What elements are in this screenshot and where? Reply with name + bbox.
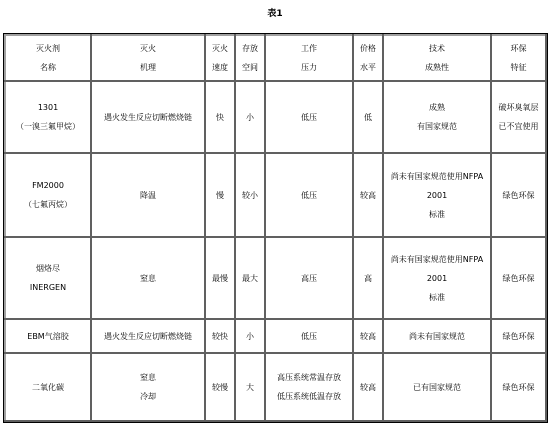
cell-pressure: 低压: [265, 319, 353, 353]
header-speed: 灭火 速度: [205, 35, 235, 81]
header-mechanism: 灭火 机理: [91, 35, 205, 81]
cell-pressure: 低压: [265, 81, 353, 153]
cell-space: 大: [235, 353, 265, 421]
cell-speed: 慢: [205, 153, 235, 237]
cell-space: 小: [235, 81, 265, 153]
cell-maturity: 尚未有国家规范使用NFPA 2001 标准: [383, 153, 491, 237]
cell-price: 较高: [353, 319, 383, 353]
cell-agent-name: EBM气溶胶: [5, 319, 91, 353]
cell-maturity: 尚未有国家规范: [383, 319, 491, 353]
header-eco: 环保 特征: [491, 35, 546, 81]
cell-price: 较高: [353, 353, 383, 421]
cell-agent-name: 烟烙尽 INERGEN: [5, 237, 91, 319]
cell-mechanism: 降温: [91, 153, 205, 237]
cell-agent-name: 二氧化碳: [5, 353, 91, 421]
header-price: 价格 水平: [353, 35, 383, 81]
cell-maturity: 成熟 有国家规范: [383, 81, 491, 153]
header-pressure: 工作 压力: [265, 35, 353, 81]
cell-space: 较小: [235, 153, 265, 237]
cell-maturity: 已有国家规范: [383, 353, 491, 421]
cell-space: 最大: [235, 237, 265, 319]
cell-space: 小: [235, 319, 265, 353]
table-row: [5, 153, 546, 237]
cell-eco: 绿色环保: [491, 353, 546, 421]
cell-speed: 最慢: [205, 237, 235, 319]
cell-pressure: 高压: [265, 237, 353, 319]
cell-speed: 较慢: [205, 353, 235, 421]
cell-eco: 破坏臭氧层 已不宜使用: [491, 81, 546, 153]
header-space: 存放 空间: [235, 35, 265, 81]
table-row: [5, 81, 546, 153]
cell-pressure: 低压: [265, 153, 353, 237]
cell-agent-name: 1301 （一溴三氟甲烷）: [5, 81, 91, 153]
cell-mechanism: 窒息 冷却: [91, 353, 205, 421]
cell-mechanism: 窒息: [91, 237, 205, 319]
table-row: [5, 353, 546, 421]
cell-speed: 快: [205, 81, 235, 153]
cell-price: 低: [353, 81, 383, 153]
table-row: [5, 319, 546, 353]
cell-eco: 绿色环保: [491, 153, 546, 237]
cell-agent-name: FM2000 （七氟丙烷）: [5, 153, 91, 237]
cell-eco: 绿色环保: [491, 237, 546, 319]
cell-eco: 绿色环保: [491, 319, 546, 353]
table-row: [5, 237, 546, 319]
cell-speed: 较快: [205, 319, 235, 353]
cell-mechanism: 遇火发生反应切断燃烧链: [91, 81, 205, 153]
extinguishing-agent-comparison-table: [4, 34, 547, 422]
cell-price: 高: [353, 237, 383, 319]
header-agent-name: 灭火剂 名称: [5, 35, 91, 81]
cell-mechanism: 遇火发生反应切断燃烧链: [91, 319, 205, 353]
table-caption: 表1: [267, 9, 283, 19]
header-row: [5, 35, 546, 81]
header-maturity: 技术 成熟性: [383, 35, 491, 81]
cell-maturity: 尚未有国家规范使用NFPA 2001 标准: [383, 237, 491, 319]
cell-price: 较高: [353, 153, 383, 237]
cell-pressure: 高压系统常温存放 低压系统低温存放: [265, 353, 353, 421]
